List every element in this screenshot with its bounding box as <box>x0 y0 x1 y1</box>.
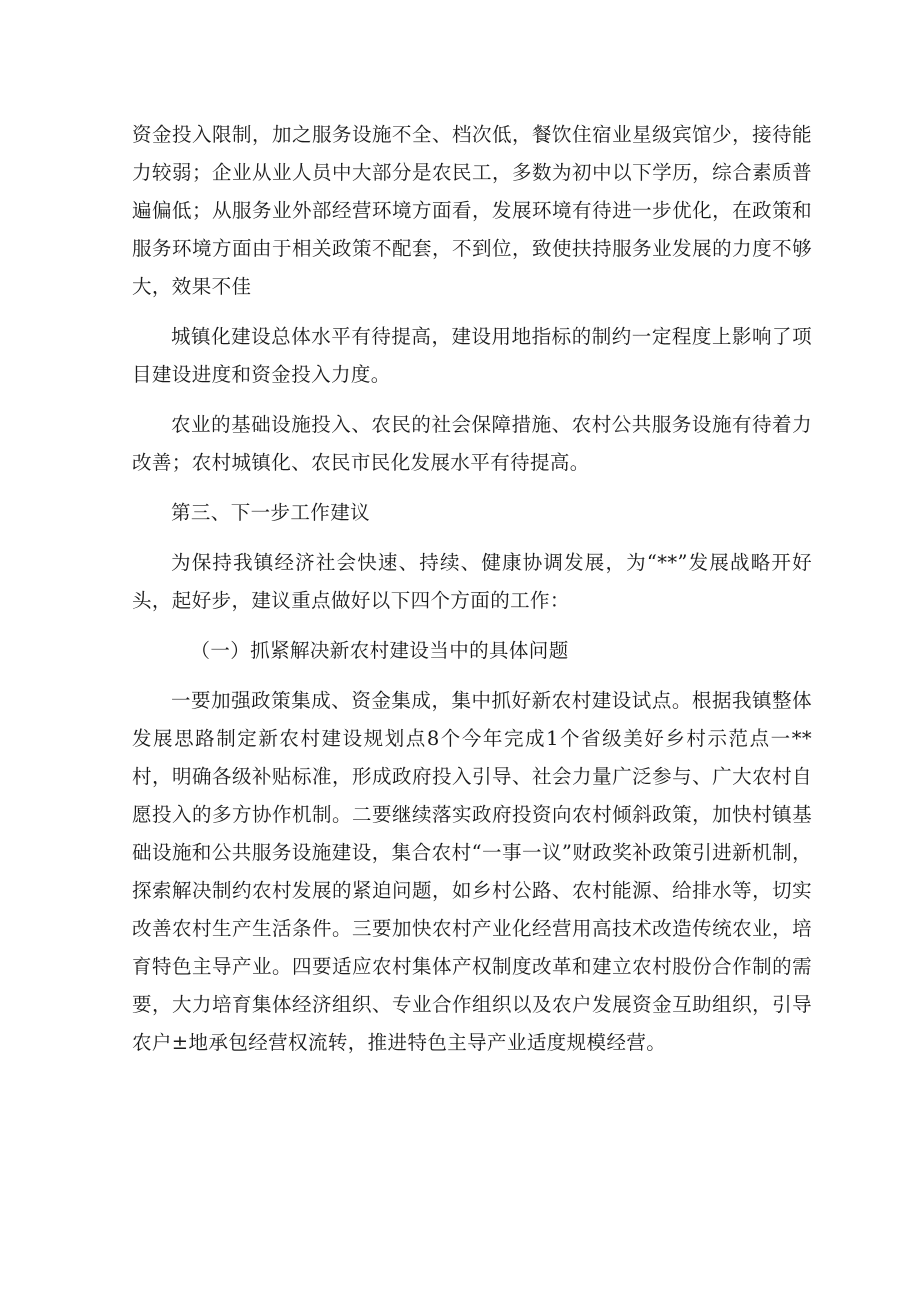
document-body <box>132 116 812 1074</box>
paragraph-continuation: 资金投入限制，加之服务设施不全、档次低，餐饮住宿业星级宾馆少，接待能力较弱；企业从业人员中大部分是农民工，多数为初中以下学历，综合素质普遍偏低；从服务业外部经营环境方面看，发展环境有待进一步优化，在政策和服务环境方面由于相关政策不配套，不到位，致使扶持服务业发展的力度不够大，效果不佳 <box>132 123 812 298</box>
paragraph-measures: 一要加强政策集成、资金集成，集中抓好新农村建设试点。根据我镇整体发展思路制定新农村建设规划点8个今年完成1个省级美好乡村示范点一**村，明确各级补贴标准，形成政府投入引导、社会力量广泛参与、广大农村自愿投入的多方协作机制。二要继续落实政府投资向农村倾斜政策，加快村镇基础设施和公共服务设施建设，集合农村“一事一议”财政奖补政策引进新机制，探索解决制约农村发展的紧迫问题，如乡村公路、农村能源、给排水等，切实改善农村生产生活条件。三要加快农村产业化经营用高技术改造传统农业，培育特色主导产业。四要适应农村集体产权制度改革和建立农村股份合作制的需要，大力培育集体经济组织、专业合作组织以及农户发展资金互助组织，引导农户±地承包经营权流转，推进特色主导产业适度规模经营。 <box>132 689 812 1054</box>
paragraph-agriculture: 农业的基础设施投入、农民的社会保障措施、农村公共服务设施有待着力改善；农村城镇化、农民市民化发展水平有待提高。 <box>132 413 812 474</box>
paragraph-urbanization: 城镇化建设总体水平有待提高，建设用地指标的制约一定程度上影响了项目建设进度和资金投入力度。 <box>132 325 812 386</box>
subsection-heading: （一）抓紧解决新农村建设当中的具体问题 <box>190 639 569 662</box>
section-heading: 第三、下一步工作建议 <box>171 501 371 524</box>
paragraph-intro: 为保持我镇经济社会快速、持续、健康协调发展，为“**”发展战略开好头，起好步，建议重点做好以下四个方面的工作： <box>132 551 812 612</box>
